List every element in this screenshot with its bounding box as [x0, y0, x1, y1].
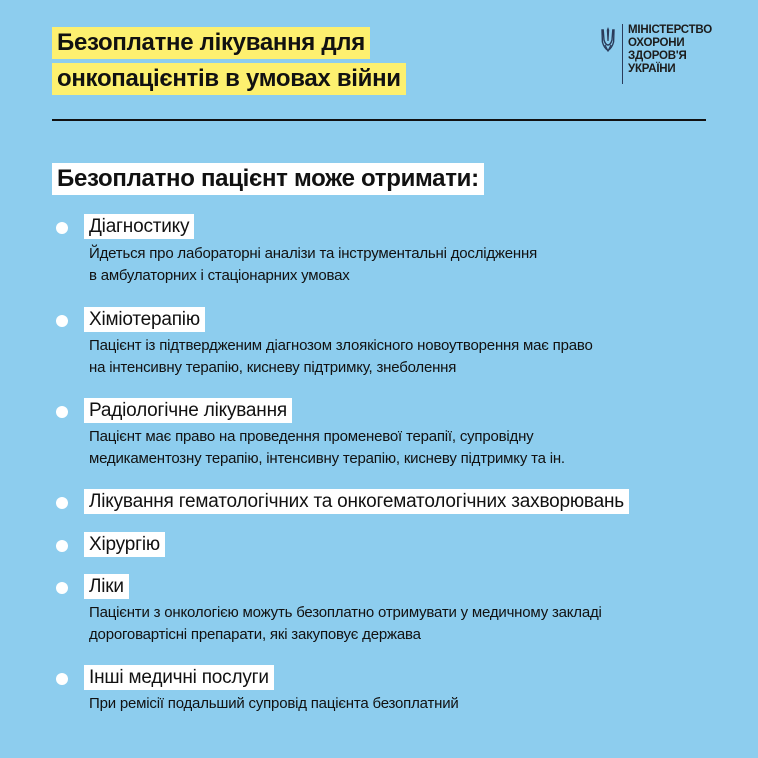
section-subtitle: Безоплатно пацієнт може отримати: — [52, 163, 484, 195]
item-label: Лікування гематологічних та онкогематологічних захворювань — [84, 489, 629, 514]
item-label: Ліки — [84, 574, 129, 599]
item-desc-line-1: Пацієнти з онкологією можуть безоплатно отримувати у медичному закладі — [89, 604, 602, 621]
item-label: Діагностику — [84, 214, 194, 239]
item-desc-line-1: Пацієнт із підтвердженим діагнозом злоякісного новоутворення має право — [89, 337, 593, 354]
item-label: Радіологічне лікування — [84, 398, 292, 423]
title-line-2: онкопацієнтів в умовах війни — [52, 63, 406, 95]
item-desc-line-2: дороговартісні препарати, які закуповує держава — [89, 626, 421, 643]
bullet-icon — [56, 497, 68, 509]
item-desc-line-1: Йдеться про лабораторні аналізи та інструментальні дослідження — [89, 245, 537, 262]
item-label: Інші медичні послуги — [84, 665, 274, 690]
item-desc-line-2: на інтенсивну терапію, кисневу підтримку, знеболення — [89, 359, 457, 376]
bullet-icon — [56, 673, 68, 685]
bullet-icon — [56, 540, 68, 552]
logo-line-2: ОХОРОНИ — [628, 37, 685, 49]
ministry-logo — [600, 24, 712, 84]
logo-separator — [622, 24, 623, 84]
bullet-icon — [56, 582, 68, 594]
item-desc-line-1: При ремісії подальший супровід пацієнта безоплатний — [89, 695, 459, 712]
logo-line-1: МІНІСТЕРСТВО — [628, 24, 712, 36]
item-label: Хіміотерапію — [84, 307, 205, 332]
logo-text — [628, 24, 712, 76]
bullet-icon — [56, 222, 68, 234]
logo-line-3: ЗДОРОВ'Я — [628, 50, 687, 62]
item-label: Хірургію — [84, 532, 165, 557]
header-divider — [52, 119, 706, 121]
bullet-icon — [56, 315, 68, 327]
trident-icon — [600, 26, 616, 52]
title-line-1: Безоплатне лікування для — [52, 27, 370, 59]
item-desc-line-1: Пацієнт має право на проведення променевої терапії, супровідну — [89, 428, 534, 445]
page-title — [52, 27, 406, 95]
logo-line-4: УКРАЇНИ — [628, 63, 676, 75]
bullet-icon — [56, 406, 68, 418]
item-desc-line-2: в амбулаторних і стаціонарних умовах — [89, 267, 350, 284]
item-desc-line-2: медикаментозну терапію, інтенсивну терапію, кисневу підтримку та ін. — [89, 450, 565, 467]
